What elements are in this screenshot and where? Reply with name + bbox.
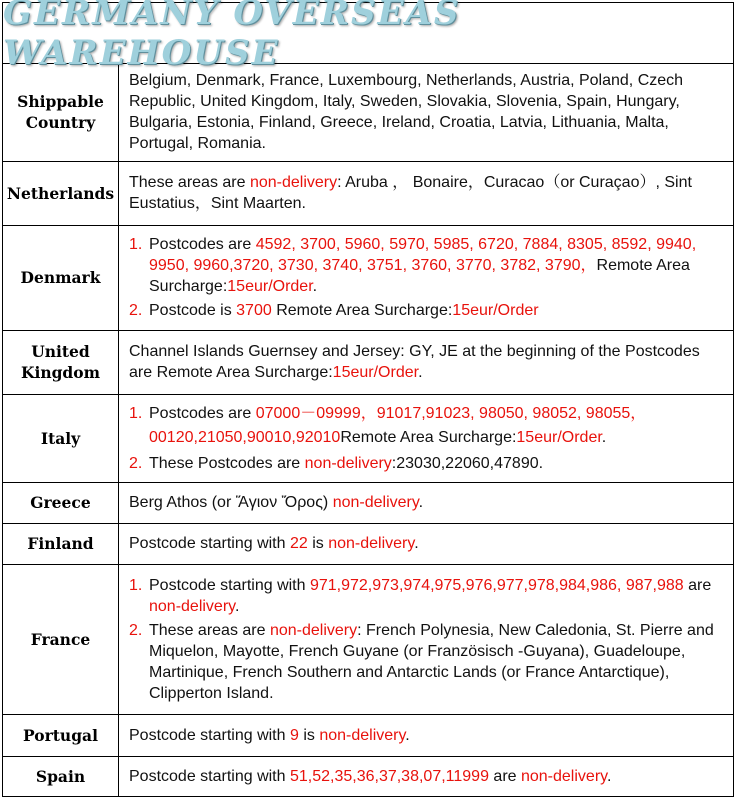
text-part: Postcode starting with bbox=[129, 767, 290, 785]
row-content-france bbox=[119, 564, 734, 714]
text-part: . bbox=[418, 364, 423, 381]
row-content-netherlands bbox=[119, 161, 734, 225]
text-part: Berg Athos (or Ἅγιον Ὄρος) bbox=[129, 494, 333, 511]
non-delivery-highlight: non-delivery bbox=[249, 174, 338, 191]
row-label-italy: Italy bbox=[3, 394, 119, 482]
text-part: These areas are bbox=[129, 174, 250, 191]
list-item bbox=[129, 453, 727, 474]
item-number: 2. bbox=[129, 302, 143, 319]
row-content-portugal bbox=[119, 714, 734, 756]
table-row-shippable bbox=[3, 64, 733, 161]
text-part: Remote Area Surcharge: bbox=[149, 257, 690, 295]
table-row-portugal bbox=[3, 714, 733, 756]
country-rules-table bbox=[3, 64, 733, 796]
surcharge-highlight: 15eur/Order bbox=[452, 302, 539, 319]
list-item bbox=[129, 402, 727, 450]
text-part: . bbox=[418, 494, 424, 511]
surcharge-highlight: 15eur/Order bbox=[516, 429, 602, 446]
text-part: These Postcodes are bbox=[149, 455, 305, 472]
row-content-spain bbox=[119, 756, 734, 796]
item-number: 1. bbox=[129, 576, 143, 594]
row-label-united-kingdom: United Kingdom bbox=[3, 330, 119, 394]
text-part: . bbox=[606, 767, 612, 785]
non-delivery-highlight: non-delivery bbox=[328, 535, 415, 552]
warehouse-table-sheet bbox=[2, 2, 734, 797]
non-delivery-highlight: non-delivery bbox=[332, 494, 419, 511]
row-content-greece bbox=[119, 482, 734, 523]
text-part: These areas are bbox=[149, 621, 270, 639]
text-part: . bbox=[312, 278, 318, 295]
row-label-france: France bbox=[3, 564, 119, 714]
text-part: Postcode starting with bbox=[129, 535, 290, 552]
item-number: 2. bbox=[129, 621, 143, 639]
row-label-netherlands: Netherlands bbox=[3, 161, 119, 225]
postcode-highlight: 4592, 3700, 5960, 5970, 5985, 6720, 7884, 8305, 8592, 9940, 9950, 9960,3720, 3730, 3740, 3751, 3760, 3770, 3782, 3790， bbox=[149, 236, 697, 274]
non-delivery-highlight: non-delivery bbox=[319, 726, 406, 744]
text-part: Postcode starting with bbox=[149, 576, 310, 594]
postcode-highlight: 9 bbox=[289, 726, 299, 744]
row-content-finland bbox=[119, 523, 734, 564]
surcharge-highlight: 15eur/Order bbox=[227, 278, 313, 295]
non-delivery-highlight: non-delivery bbox=[149, 597, 235, 615]
postcode-highlight: 22 bbox=[289, 535, 308, 552]
postcode-highlight: 07000－09999，91017,91023, 98050, 98052, 98055，00120,21050,90010,92010 bbox=[149, 405, 647, 446]
text-part: . bbox=[405, 726, 410, 744]
text-part: . bbox=[601, 429, 607, 446]
row-label-greece: Greece bbox=[3, 482, 119, 523]
row-label-portugal: Portugal bbox=[3, 714, 119, 756]
text-part: : Aruba ， Bonaire，Curacao（or Curaçao）, Sint Eustatius，Sint Maarten. bbox=[129, 174, 692, 212]
postcode-highlight: 51,52,35,36,37,38,07,11999 bbox=[289, 767, 489, 785]
text-part: Postcodes are bbox=[149, 405, 256, 422]
row-label-denmark: Denmark bbox=[3, 225, 119, 330]
table-row-spain bbox=[3, 756, 733, 796]
table-row-netherlands bbox=[3, 161, 733, 225]
text-part: is bbox=[307, 535, 329, 552]
list-item bbox=[129, 234, 727, 297]
text-part: Postcodes are bbox=[149, 236, 256, 253]
surcharge-highlight: 15eur/Order bbox=[332, 364, 419, 381]
list-item bbox=[129, 620, 727, 704]
row-label-spain: Spain bbox=[3, 756, 119, 796]
text-part: Postcode starting with bbox=[129, 726, 290, 744]
text-part: Postcode is bbox=[149, 302, 237, 319]
row-content-denmark bbox=[119, 225, 734, 330]
postcode-highlight: 3700 bbox=[236, 302, 272, 319]
shippable-countries-text: Belgium, Denmark, France, Luxembourg, Netherlands, Austria, Poland, Czech Republic, United Kingdom, Italy, Sweden, Slovakia, Slovenia, Spain, Hungary, Bulgaria, Estonia, Finland, Greece, Ireland, Croatia, Latvia, Lithuania, Malta, Portugal, Romania. bbox=[129, 72, 684, 153]
table-row-united-kingdom bbox=[3, 330, 733, 394]
title-row bbox=[3, 0, 733, 73]
text-part: are bbox=[488, 767, 521, 785]
text-part: : French Polynesia, New Caledonia, St. Pierre and Miquelon, Mayotte, French Guyane (or Französisch -Guyana), Guadeloupe, Martinique, French Southern and Antarctic Lands (or France Antarctique), Clipperton Island. bbox=[149, 621, 714, 702]
postcode-highlight: 971,972,973,974,975,976,977,978,984,986, 987,988 bbox=[309, 576, 684, 594]
non-delivery-highlight: non-delivery bbox=[304, 455, 392, 472]
item-number: 1. bbox=[129, 405, 143, 422]
list-item bbox=[129, 300, 727, 321]
text-part: . bbox=[414, 535, 419, 552]
row-content-united-kingdom bbox=[119, 330, 734, 394]
row-content-italy bbox=[119, 394, 734, 482]
row-label-finland: Finland bbox=[3, 523, 119, 564]
non-delivery-highlight: non-delivery bbox=[269, 621, 358, 639]
row-label-shippable: Shippable Country bbox=[3, 64, 119, 161]
text-part: is bbox=[298, 726, 320, 744]
table-row-france bbox=[3, 564, 733, 714]
table-row-denmark bbox=[3, 225, 733, 330]
row-content-shippable bbox=[119, 64, 734, 161]
page-title: GERMANY OVERSEAS WAREHOUSE bbox=[3, 0, 461, 73]
text-part: are bbox=[683, 576, 712, 594]
text-part: :23030,22060,47890. bbox=[391, 455, 544, 472]
non-delivery-highlight: non-delivery bbox=[520, 767, 607, 785]
list-item bbox=[129, 575, 727, 617]
text-part: Channel Islands Guernsey and Jersey: GY, JE at the beginning of the Postcodes are Remote Area Surcharge: bbox=[129, 343, 700, 381]
item-number: 2. bbox=[129, 455, 143, 472]
text-part: Remote Area Surcharge: bbox=[340, 429, 517, 446]
text-part: . bbox=[234, 597, 240, 615]
text-part: Remote Area Surcharge: bbox=[271, 302, 453, 319]
table-row-greece bbox=[3, 482, 733, 523]
table-row-finland bbox=[3, 523, 733, 564]
table-row-italy bbox=[3, 394, 733, 482]
item-number: 1. bbox=[129, 236, 143, 253]
